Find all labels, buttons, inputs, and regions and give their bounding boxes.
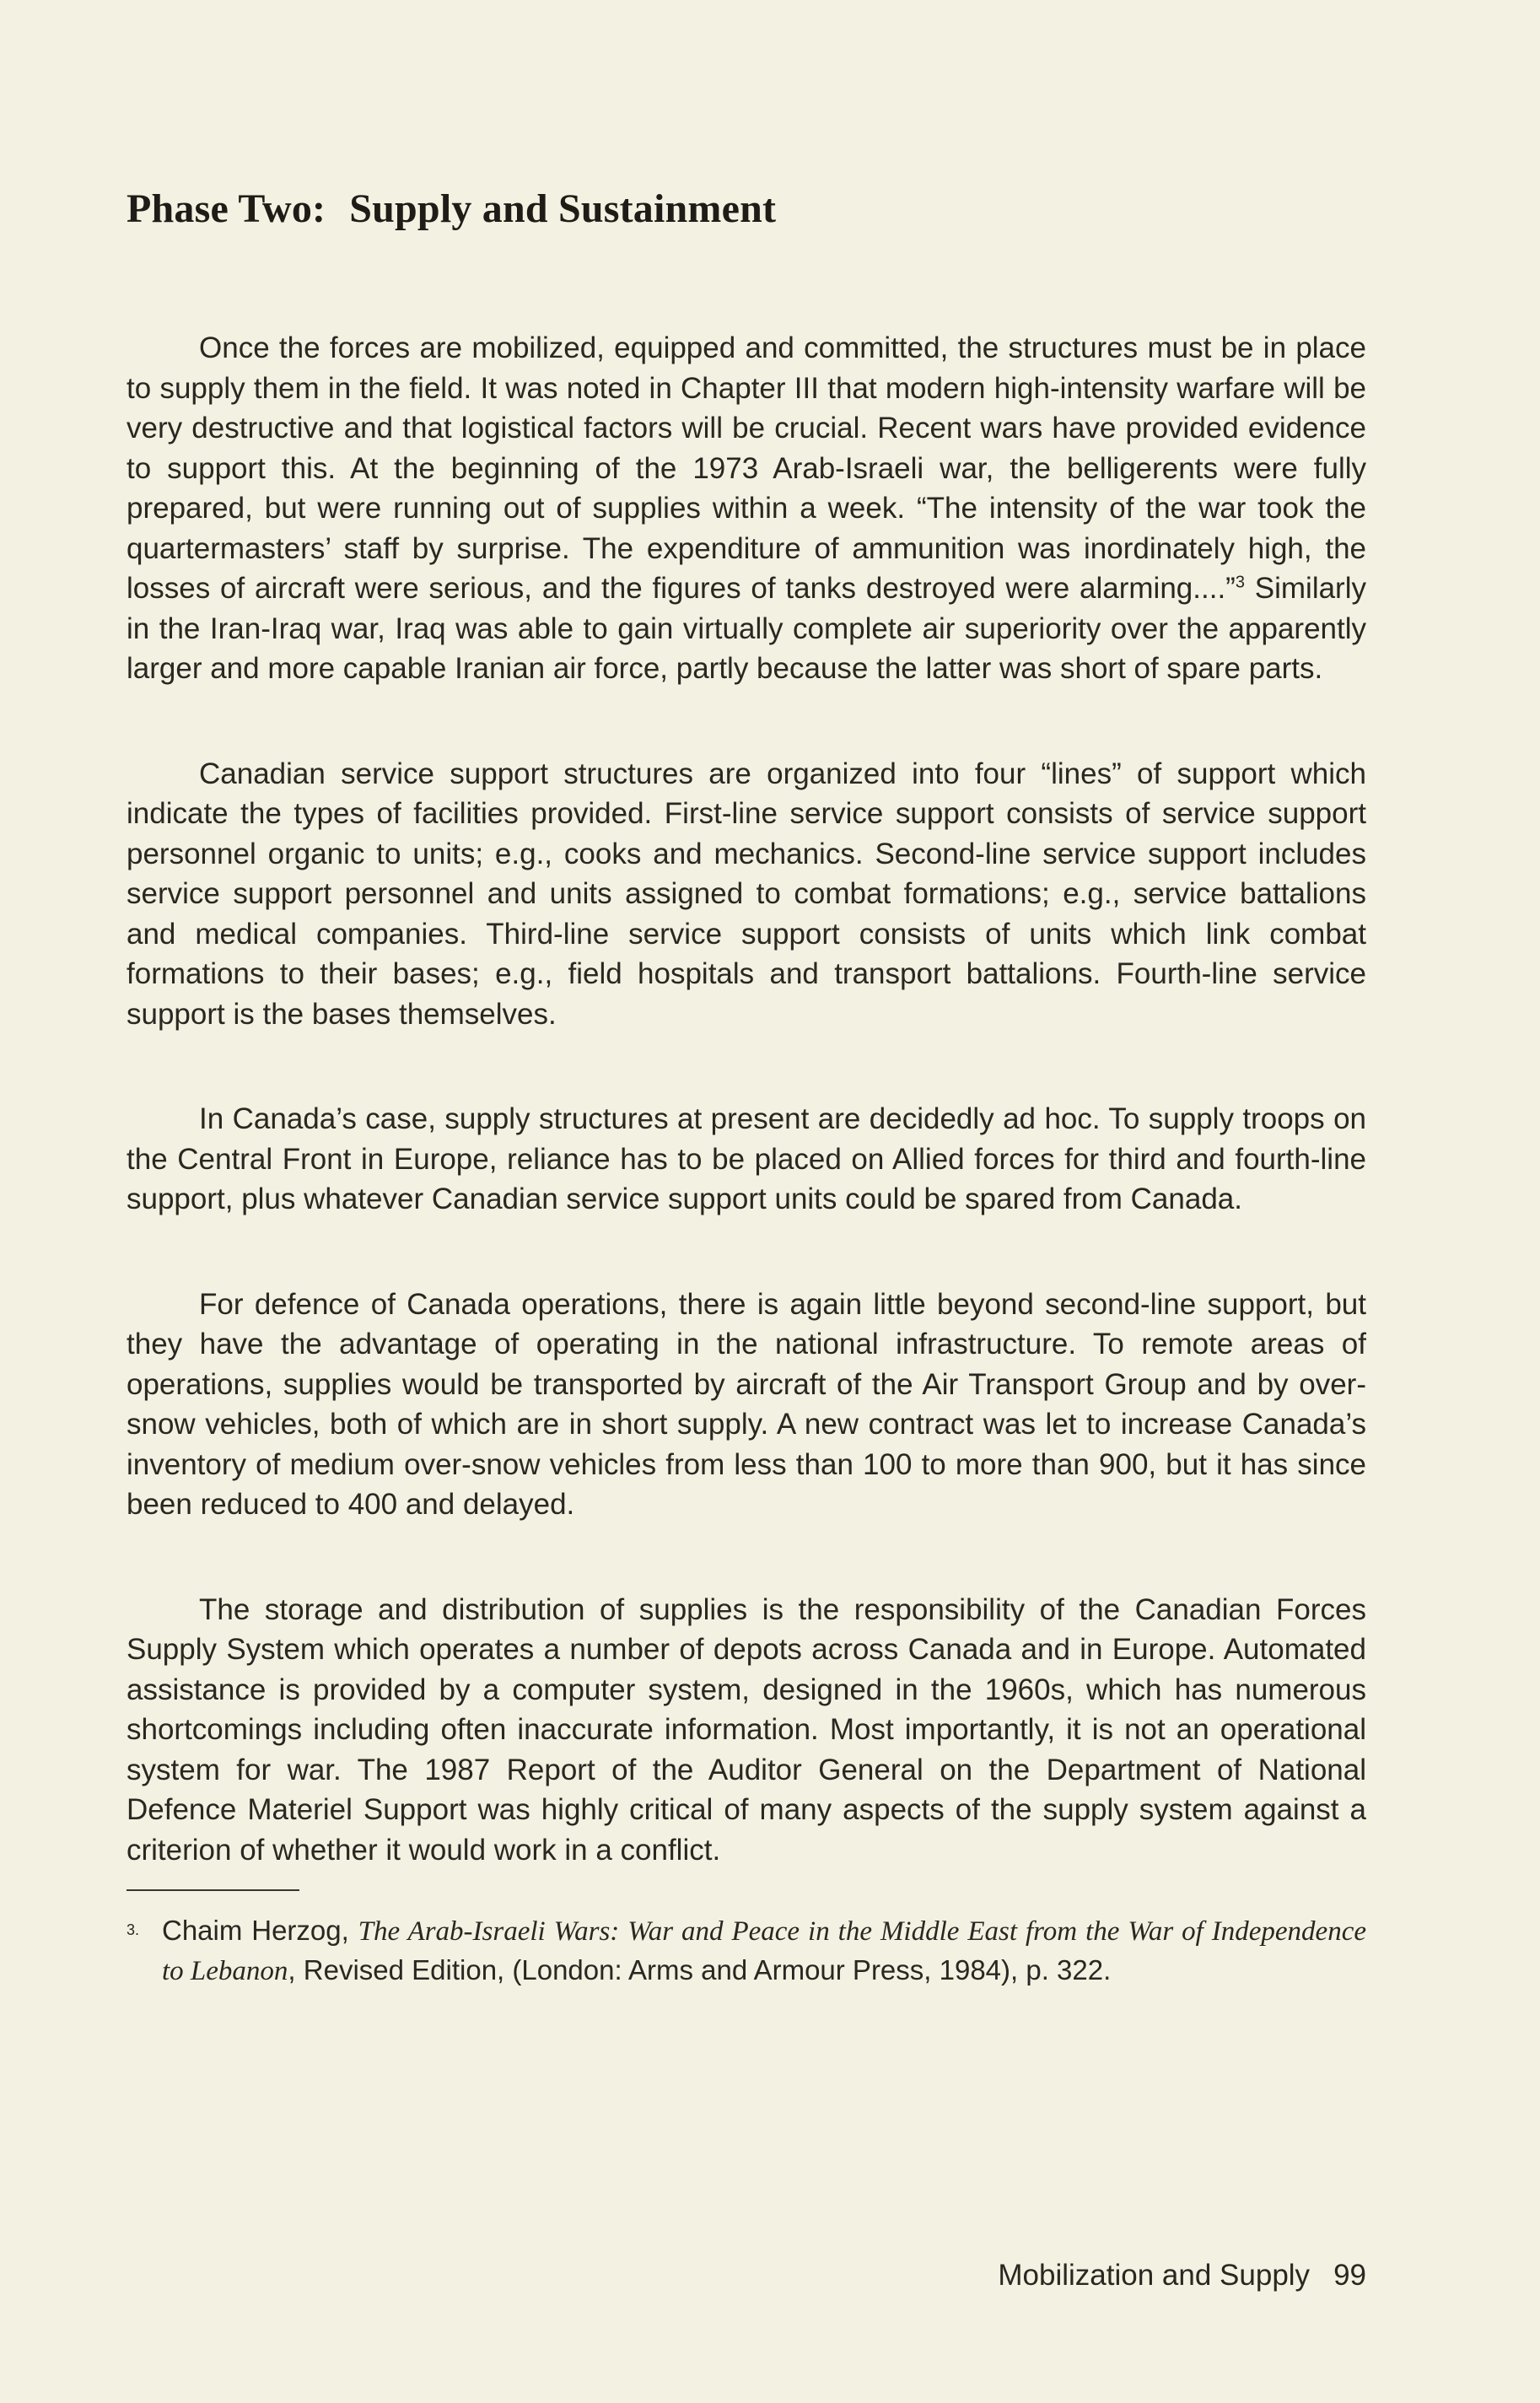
footnote-rest: , Revised Edition, (London: Arms and Armour Press, 1984), p. 322.	[288, 1954, 1112, 1985]
footnote-author: Chaim Herzog,	[162, 1915, 358, 1946]
paragraph-3: In Canada’s case, supply structures at present are decidedly ad hoc. To supply troops on the Central Front in Europe, reliance has to be placed on Allied forces for third and fourth-line support, plus whatever Canadian service support units could be spared from Canada.	[127, 1102, 1366, 1215]
paragraph-2: Canadian service support structures are organized into four “lines” of support which indicate the types of facilities provided. First-line service support consists of service support personnel organic to units; e.g., cooks and mechanics. Second-line service support includes service support personnel and units assigned to combat formations; e.g., service battalions and medical companies. Third-line service support consists of units which link combat formations to their bases; e.g., field hospitals and transport battalions. Fourth-line service support is the bases themselves.	[127, 757, 1366, 1031]
paragraph-1	[127, 328, 1366, 689]
page-footer	[968, 2259, 1366, 2293]
page-content	[127, 186, 1366, 1991]
paragraph-4: For defence of Canada operations, there is again little beyond second-line support, but they have the advantage of operating in the national infrastructure. To remote areas of operations, supplies would be transported by aircraft of the Air Transport Group and by over-snow vehicles, both of which are in short supply. A new contract was let to increase Canada’s inventory of medium over-snow vehicles from less than 100 to more than 900, but it has since been reduced to 400 and delayed.	[127, 1287, 1366, 1521]
running-title: Mobilization and Supply	[998, 2259, 1311, 2292]
footnote-ref-3[interactable]: 3	[1235, 573, 1245, 592]
paragraph-5: The storage and distribution of supplies is the responsibility of the Canadian Forces Supply System which operates a number of depots across Canada and in Europe. Automated assistance is provided by a computer system, designed in the 1960s, which has numerous shortcomings including often inaccurate information. Most importantly, it is not an operational system for war. The 1987 Report of the Auditor General on the Department of National Defence Materiel Support was highly critical of many aspects of the supply system against a criterion of whether it would work in a conflict.	[127, 1592, 1366, 1867]
page-number: 99	[1333, 2259, 1366, 2292]
heading-title: Supply and Sustainment	[349, 186, 777, 231]
paragraph-1-text-cont: Similarly in the Iran-Iraq war, Iraq was able to gain virtually complete air superiority over the apparently larger and more capable Iranian air force, partly because the latter was short of spare parts.	[127, 572, 1366, 685]
paragraph-1-text: Once the forces are mobilized, equipped and committed, the structures must be in place to supply them in the field. It was noted in Chapter III that modern high-intensity warfare will be very destructive and that logistical factors will be crucial. Recent wars have provided evidence to support this. At the beginning of the 1973 Arab-Israeli war, the belligerents were fully prepared, but were running out of supplies within a week. “The intensity of the war took the quartermasters’ staff by surprise. The expenditure of ammunition was inordinately high, the losses of aircraft were serious, and the figures of tanks destroyed were alarming....”	[127, 331, 1366, 605]
footnote-3	[127, 1911, 1366, 1991]
section-heading	[127, 186, 1366, 232]
footnote-divider	[127, 1889, 299, 1891]
heading-phase: Phase Two:	[127, 186, 326, 231]
footnote-marker: 3.	[127, 1921, 140, 1938]
footnote-title: The Arab-Israeli Wars: War and Peace in the Middle East from the War of Independence to Lebanon	[162, 1916, 1366, 1986]
